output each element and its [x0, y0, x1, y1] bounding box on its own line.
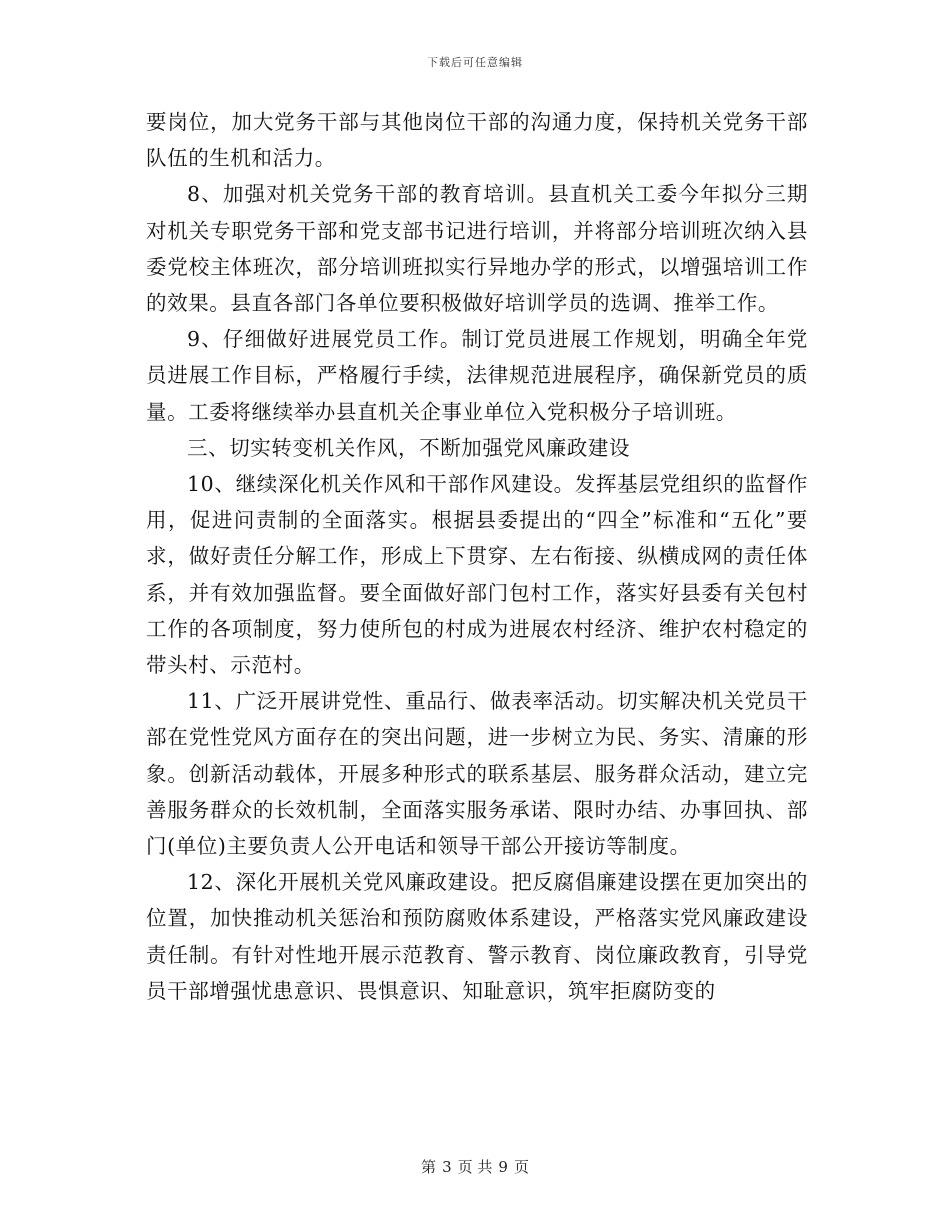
paragraph-item-9: 9、仔细做好进展党员工作。制订党员进展工作规划，明确全年党员进展工作目标，严格履行手续，法律规范进展程序，确保新党员的质量。工委将继续举办县直机关企事业单位入党积极分子培训班。 [146, 327, 808, 424]
current-page-number: 3 [442, 1158, 452, 1176]
paragraph-item-10: 10、继续深化机关作风和干部作风建设。发挥基层党组织的监督作用，促进问责制的全面落实。根据县委提出的“四全”标准和“五化”要求，做好责任分解工作，形成上下贯穿、左右衔接、纵横成网的责任体系，并有效加强监督。要全面做好部门包村工作，落实好县委有关包村工作的各项制度，努力使所包的村成为进展农村经济、维护农村稳定的带头村、示范村。 [146, 472, 808, 678]
footer-middle: 页 共 [457, 1158, 493, 1176]
page-header: 下载后可任意编辑 [427, 56, 523, 69]
paragraph-continuation: 要岗位，加大党务干部与其他岗位干部的沟通力度，保持机关党务干部队伍的生机和活力。 [146, 110, 808, 171]
paragraph-item-12: 12、深化开展机关党风廉政建设。把反腐倡廉建设摆在更加突出的位置，加快推动机关惩治和预防腐败体系建设，严格落实党风廉政建设责任制。有针对性地开展示范教育、警示教育、岗位廉政教育，引导党员干部增强忧患意识、畏惧意识、知耻意识，筑牢拒腐防变的 [146, 870, 808, 1003]
total-pages-number: 9 [498, 1158, 508, 1176]
section-heading-3: 三、切实转变机关作风，不断加强党风廉政建设 [187, 435, 631, 460]
document-body [146, 104, 808, 1009]
page-footer [0, 1156, 950, 1177]
paragraph-item-8: 8、加强对机关党务干部的教育培训。县直机关工委今年拟分三期对机关专职党务干部和党支部书记进行培训，并将部分培训班次纳入县委党校主体班次，部分培训班拟实行异地办学的形式，以增强培训工作的效果。县直各部门各单位要积极做好培训学员的选调、推举工作。 [146, 182, 808, 316]
footer-prefix: 第 [421, 1158, 437, 1176]
footer-suffix: 页 [513, 1158, 529, 1176]
paragraph-item-11: 11、广泛开展讲党性、重品行、做表率活动。切实解决机关党员干部在党性党风方面存在的突出问题，进一步树立为民、务实、清廉的形象。创新活动载体，开展多种形式的联系基层、服务群众活动，建立完善服务群众的长效机制，全面落实服务承诺、限时办结、办事回执、部门(单位)主要负责人公开电话和领导干部公开接访等制度。 [146, 689, 808, 859]
